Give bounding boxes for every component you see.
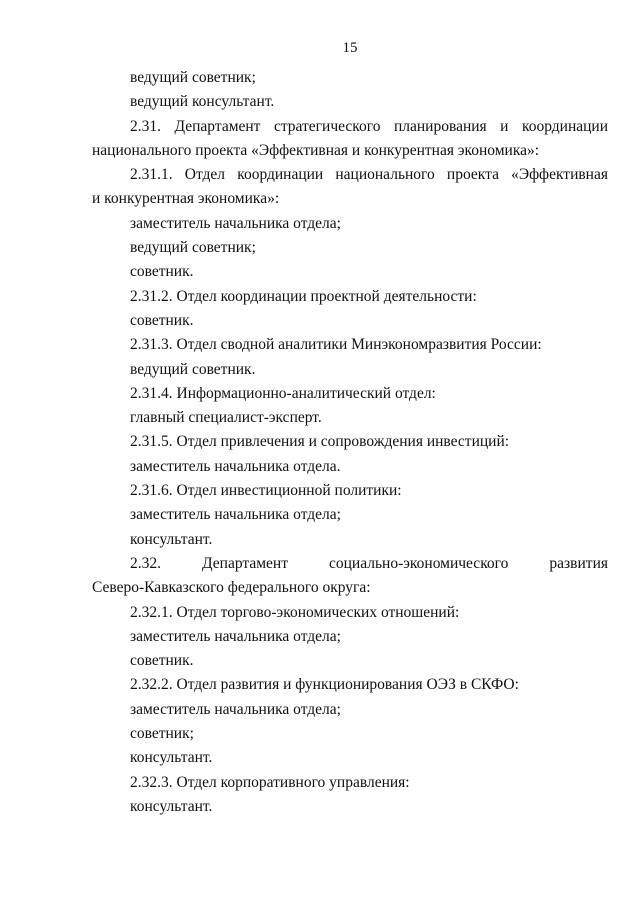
list-item: консультант. xyxy=(130,530,213,548)
list-item: заместитель начальника отдела; xyxy=(130,627,341,645)
list-item: ведущий советник; xyxy=(130,69,256,86)
subsection-heading: 2.31.5. Отдел привлечения и сопровождения инвестиций: xyxy=(130,433,510,451)
page-number: 15 xyxy=(342,40,358,56)
list-item: главный специалист-эксперт. xyxy=(130,409,322,427)
subsection-heading: 2.32.3. Отдел корпоративного управления: xyxy=(130,773,410,791)
list-item: ведущий советник. xyxy=(130,360,256,378)
list-item: советник; xyxy=(130,725,194,743)
list-item: ведущий консультант. xyxy=(130,93,275,111)
subsection-heading: 2.32.2. Отдел развития и функционирования ОЭЗ в СКФО: xyxy=(130,676,519,694)
subsection-heading: 2.31.4. Информационно-аналитический отдел: xyxy=(130,384,436,402)
list-item: советник. xyxy=(130,652,194,670)
list-item: консультант. xyxy=(130,749,213,767)
list-item: советник. xyxy=(130,263,194,281)
list-item: заместитель начальника отдела; xyxy=(130,506,341,524)
subsection-heading: 2.31.6. Отдел инвестиционной политики: xyxy=(130,482,402,500)
list-item: советник. xyxy=(130,311,194,329)
section-heading: 2.31. Департамент стратегического планирования и координации xyxy=(130,117,608,135)
list-item: заместитель начальника отдела; xyxy=(130,214,341,232)
section-heading-continuation: Северо-Кавказского федерального округа: xyxy=(92,579,371,597)
list-item: заместитель начальника отдела; xyxy=(130,700,341,718)
list-item: ведущий советник; xyxy=(130,239,256,257)
document-body xyxy=(92,66,608,819)
list-item: заместитель начальника отдела. xyxy=(130,457,341,475)
section-heading-continuation: национального проекта «Эффективная и конкурентная экономика»: xyxy=(92,141,540,159)
subsection-heading-continuation: и конкурентная экономика»: xyxy=(92,190,280,208)
subsection-heading: 2.32.1. Отдел торгово-экономических отношений: xyxy=(130,603,460,621)
subsection-heading: 2.31.1. Отдел координации национального проекта «Эффективная xyxy=(130,166,608,184)
subsection-heading: 2.31.2. Отдел координации проектной деятельности: xyxy=(130,287,477,305)
section-heading: 2.32. Департамент социально-экономического развития xyxy=(130,554,608,572)
list-item: консультант. xyxy=(130,797,213,815)
subsection-heading: 2.31.3. Отдел сводной аналитики Минэкономразвития России: xyxy=(130,336,542,354)
